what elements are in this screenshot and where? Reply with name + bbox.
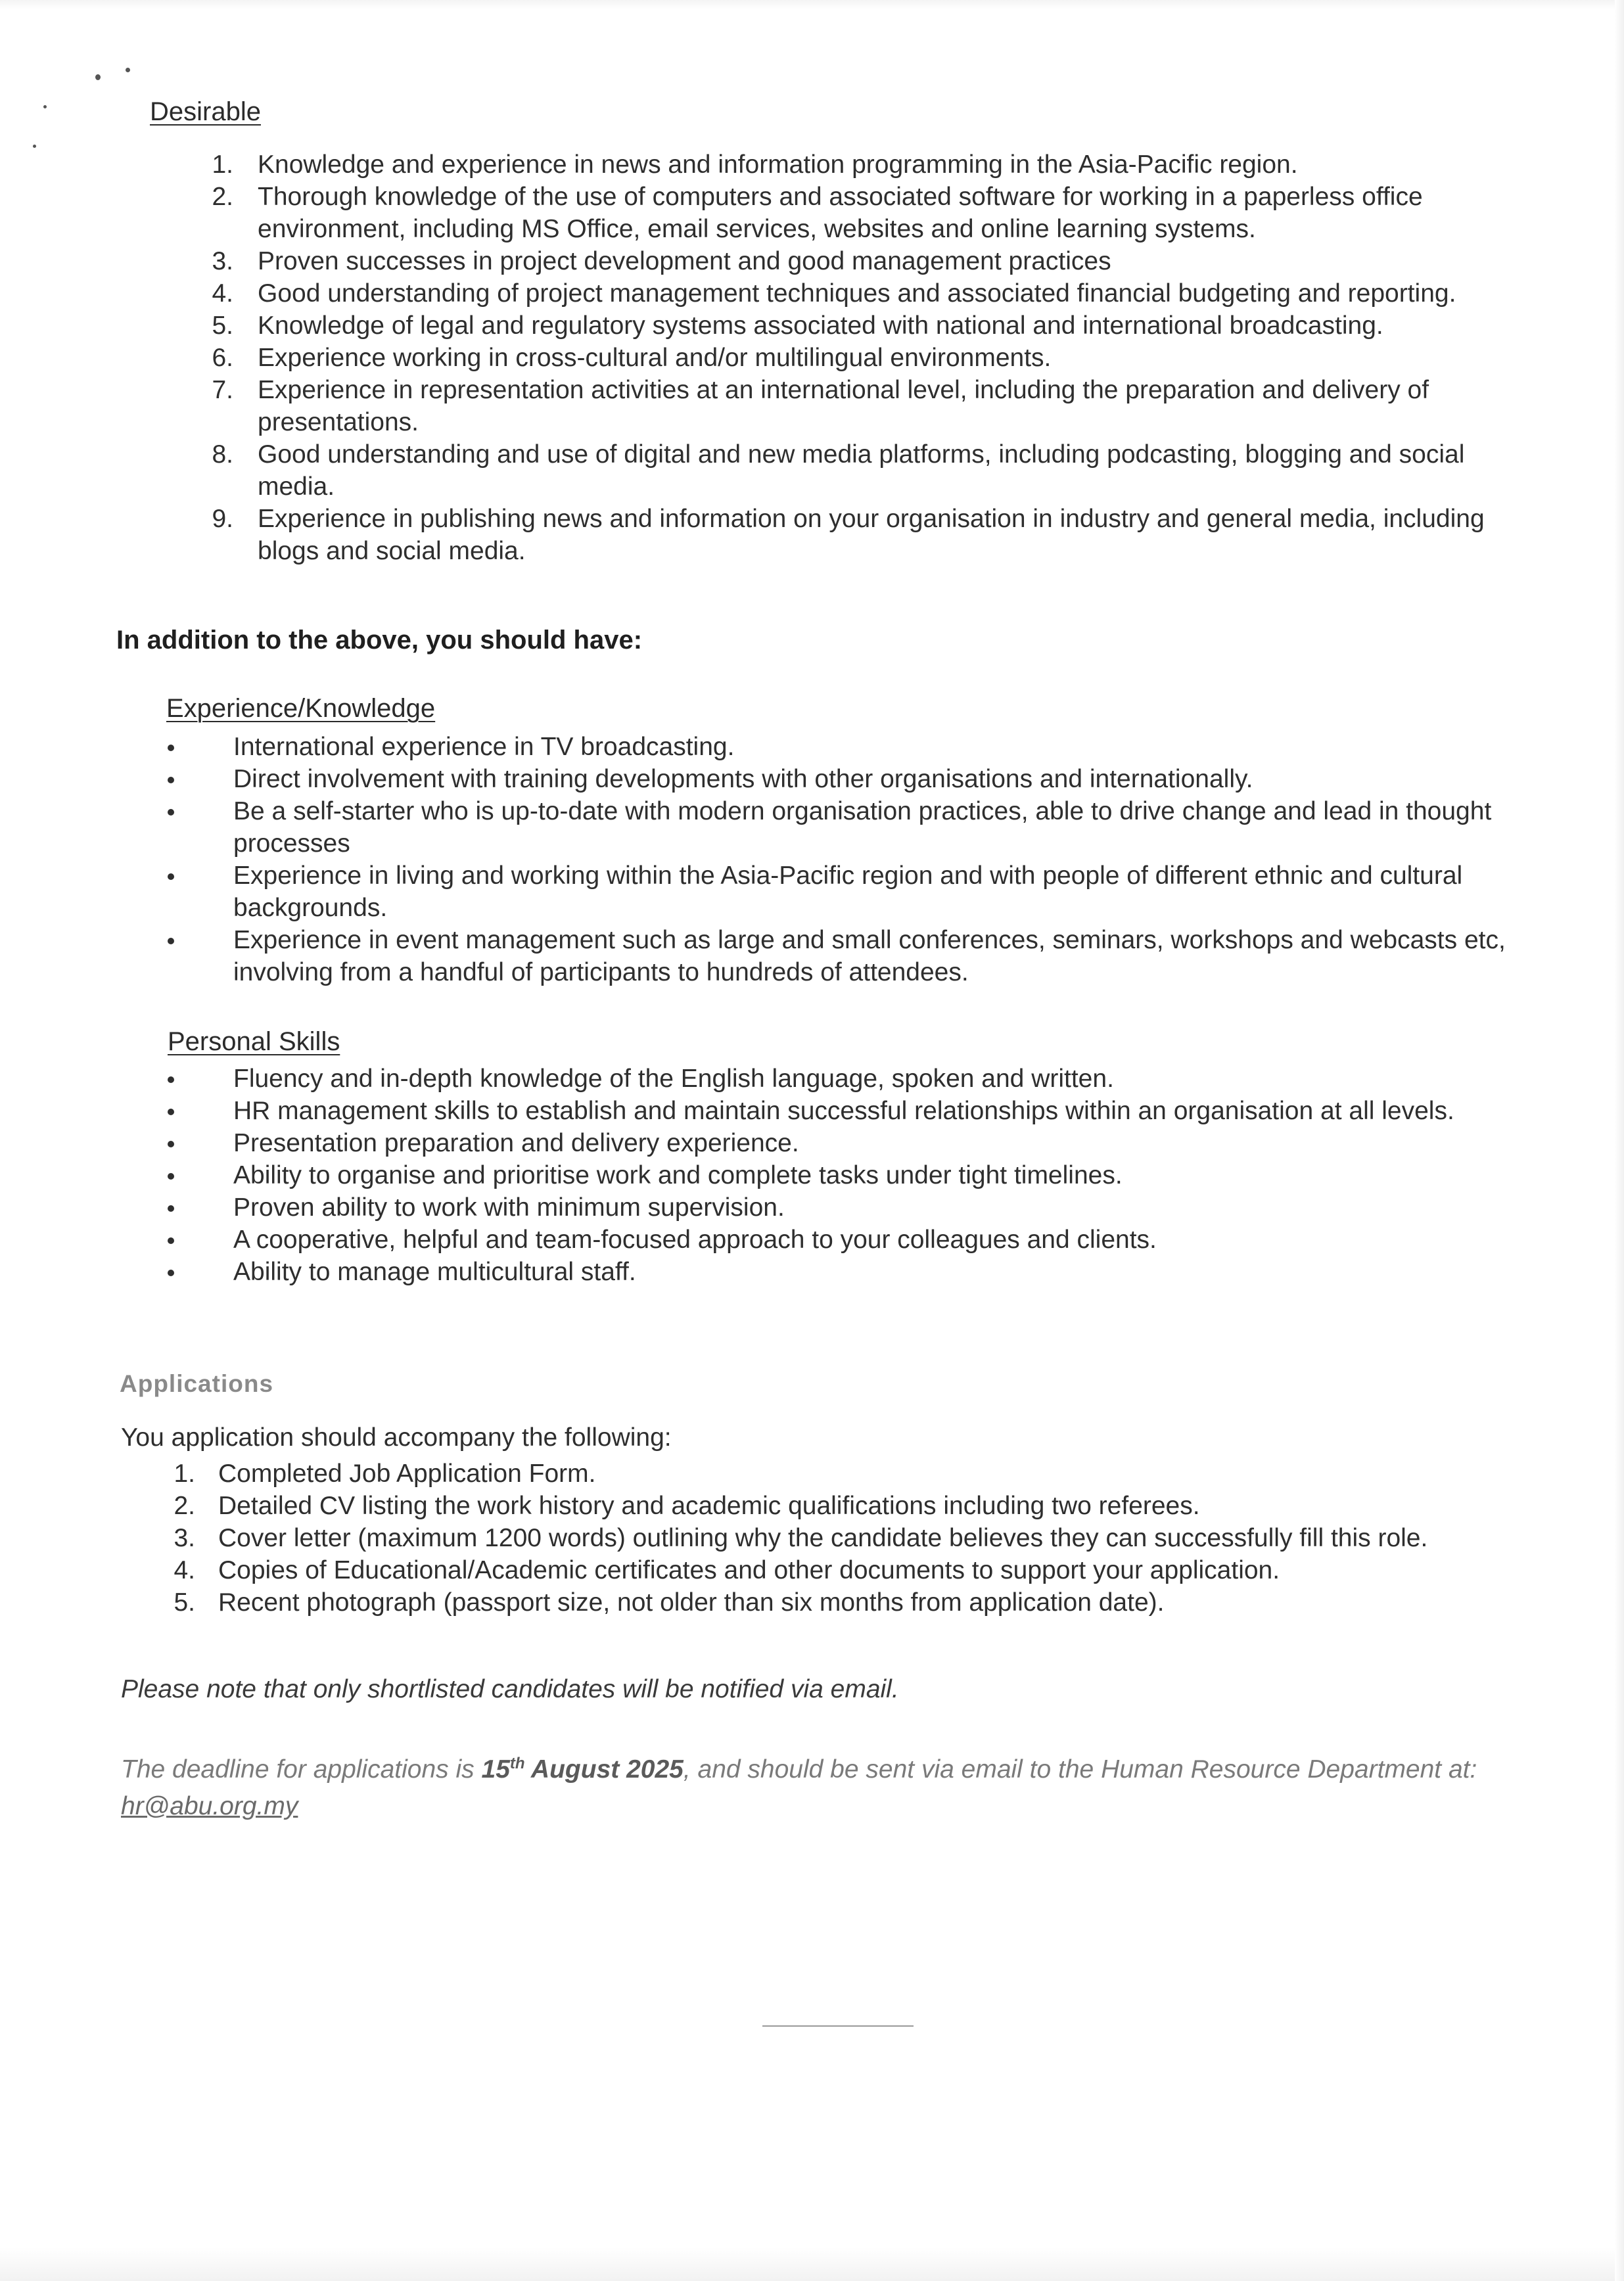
list-item: 8. Good understanding and use of digital and new media platforms, including podcasting, blogging and social media. [212, 440, 1465, 501]
desirable-heading: Desirable [150, 97, 261, 126]
list-item: 9. Experience in publishing news and information on your organisation in industry and general media, including blogs and social media. [212, 505, 1485, 565]
end-divider [762, 2025, 914, 2027]
list-item: Proven ability to work with minimum supervision. [168, 1191, 1541, 1224]
list-item: 2. Thorough knowledge of the use of computers and associated software for working in a paperless office environment, including MS Office, email services, websites and online learning systems. [212, 183, 1423, 243]
list-item: 5. Recent photograph (passport size, not older than six months from application date). [174, 1588, 1165, 1617]
list-item: 7. Experience in representation activities at an international level, including the preparation and delivery of presentations. [212, 376, 1429, 436]
scan-speck [95, 74, 101, 80]
list-item: Ability to organise and prioritise work and complete tasks under tight timelines. [168, 1159, 1541, 1191]
list-item: Direct involvement with training developments with other organisations and internationally. [168, 763, 1541, 795]
list-item: Ability to manage multicultural staff. [168, 1256, 1541, 1288]
desirable-list [207, 149, 1548, 567]
list-item: Be a self-starter who is up-to-date with modern organisation practices, able to drive change and lead in thought processes [168, 795, 1541, 860]
scan-speck [126, 68, 130, 72]
bullet-icon [168, 1173, 174, 1180]
applications-intro: You application should accompany the following: [121, 1423, 672, 1452]
list-item: International experience in TV broadcasting. [168, 731, 1541, 763]
list-item: Fluency and in-depth knowledge of the English language, spoken and written. [168, 1063, 1541, 1095]
list-item: 2. Detailed CV listing the work history and academic qualifications including two referees. [174, 1492, 1200, 1520]
list-item: Experience in event management such as large and small conferences, seminars, workshops and webcasts etc, involving from a handful of participants to hundreds of attendees. [168, 924, 1541, 988]
skills-list [168, 1063, 1541, 1288]
list-item: Presentation preparation and delivery experience. [168, 1127, 1541, 1159]
bullet-icon [168, 938, 174, 944]
list-item: 1. Completed Job Application Form. [174, 1460, 596, 1488]
list-item: 3. Proven successes in project development and good management practices [212, 247, 1111, 275]
bullet-icon [168, 777, 174, 783]
bullet-icon [168, 1237, 174, 1244]
list-item: 4. Good understanding of project management techniques and associated financial budgeting and reporting. [212, 279, 1456, 308]
skills-heading: Personal Skills [168, 1027, 340, 1056]
scan-speck [43, 105, 47, 108]
experience-list [168, 731, 1541, 988]
list-item: 3. Cover letter (maximum 1200 words) outlining why the candidate believes they can successfully fill this role. [174, 1524, 1428, 1552]
scan-edge-shadow [1615, 0, 1624, 2281]
list-item: A cooperative, helpful and team-focused approach to your colleagues and clients. [168, 1224, 1541, 1256]
bullet-icon [168, 1270, 174, 1276]
scan-speck [33, 145, 36, 148]
list-item: 4. Copies of Educational/Academic certificates and other documents to support your application. [174, 1556, 1280, 1584]
bullet-icon [168, 1076, 174, 1083]
additional-heading: In addition to the above, you should have: [116, 626, 643, 655]
bullet-icon [168, 1141, 174, 1147]
deadline-text: The deadline for applications is 15th August 2025, and should be sent via email to the Human Resource Department at: hr@abu.org.my [121, 1755, 1477, 1820]
shortlist-note: Please note that only shortlisted candidates will be notified via email. [121, 1675, 899, 1703]
bullet-icon [168, 1205, 174, 1212]
experience-heading: Experience/Knowledge [166, 694, 436, 723]
applications-list [168, 1458, 1541, 1619]
list-item: HR management skills to establish and maintain successful relationships within an organisation at all levels. [168, 1095, 1541, 1127]
hr-email-link[interactable]: hr@abu.org.my [121, 1792, 298, 1820]
deadline-date: 15th August 2025 [481, 1755, 684, 1784]
list-item: 1. Knowledge and experience in news and information programming in the Asia-Pacific region. [212, 150, 1298, 179]
list-item: 5. Knowledge of legal and regulatory systems associated with national and international broadcasting. [212, 311, 1383, 340]
bullet-icon [168, 745, 174, 751]
list-item: Experience in living and working within the Asia-Pacific region and with people of different ethnic and cultural backgrounds. [168, 860, 1541, 924]
applications-heading: Applications [120, 1370, 274, 1397]
bullet-icon [168, 809, 174, 816]
list-item: 6. Experience working in cross-cultural and/or multilingual environments. [212, 344, 1052, 372]
bullet-icon [168, 1109, 174, 1115]
bullet-icon [168, 873, 174, 880]
